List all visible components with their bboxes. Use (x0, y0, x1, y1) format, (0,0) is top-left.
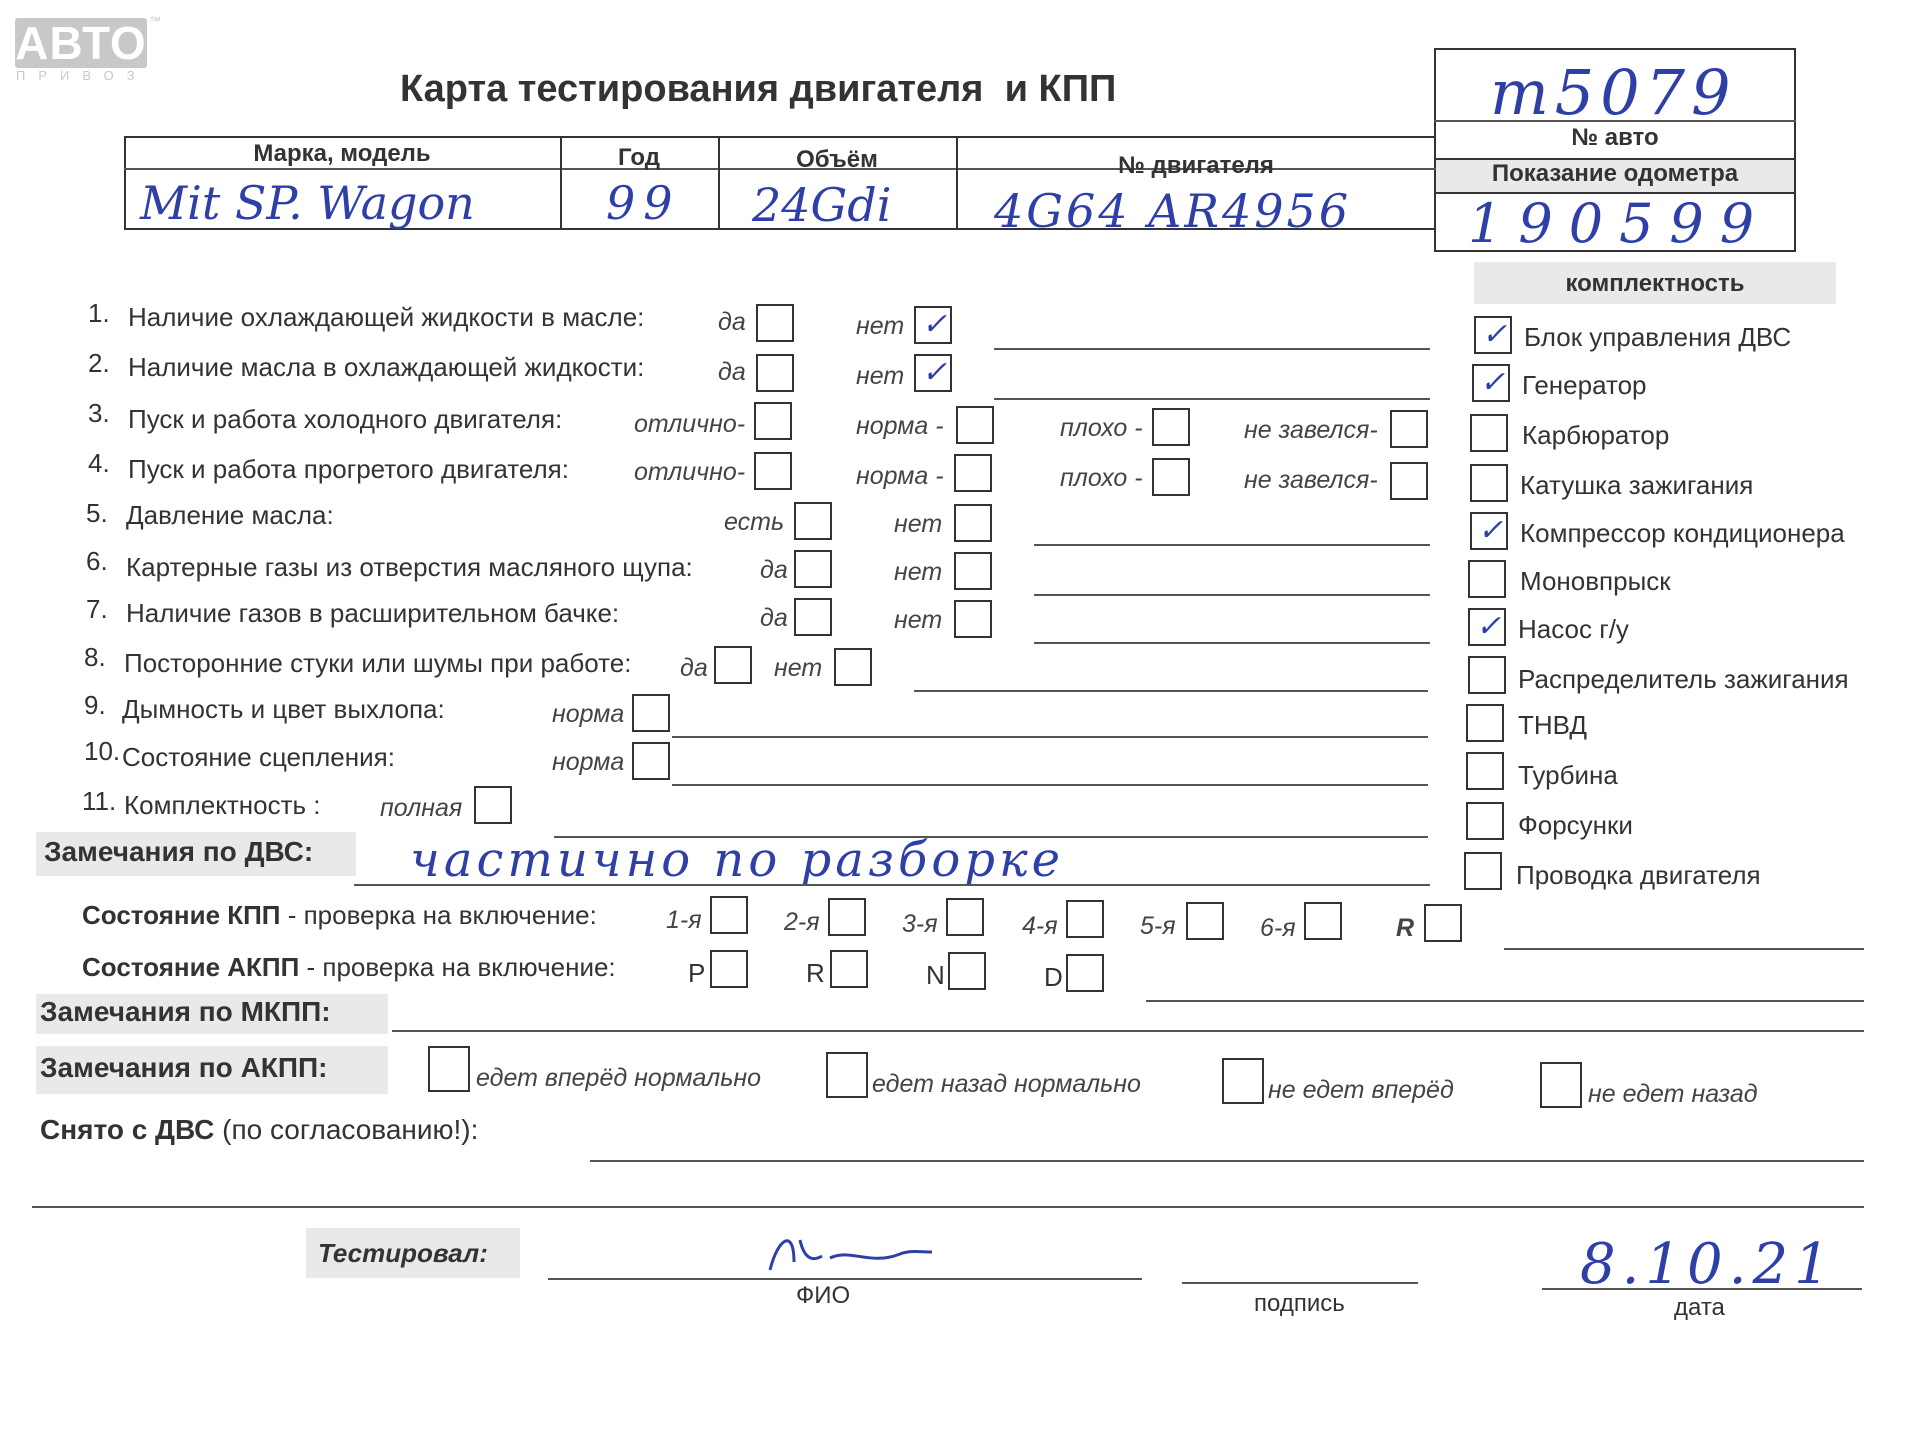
item-opt-label: да (680, 654, 708, 682)
kit-item-label: Распределитель зажигания (1518, 664, 1849, 694)
item-opt-label: да (718, 308, 746, 336)
akpp-p-checkbox[interactable] (710, 950, 748, 988)
item-opt-label: нет (894, 606, 943, 634)
akpp-mode-label: N (926, 960, 945, 990)
value-volume: 24Gdi (752, 178, 892, 232)
akpp-mode-label: P (688, 958, 706, 988)
removed-label (40, 1114, 478, 1146)
item-opt-label: нет (856, 312, 905, 340)
item-opt-label: нет (894, 510, 943, 538)
gear-label: 5-я (1140, 912, 1176, 940)
item-number: 5. (86, 498, 108, 528)
item2-yes-checkbox[interactable] (756, 354, 794, 392)
item-opt-label: полная (380, 794, 463, 822)
item7-yes-checkbox[interactable] (794, 598, 832, 636)
kit-ps-pump-checkbox[interactable] (1468, 608, 1506, 646)
item-number: 2. (88, 348, 110, 378)
kit-item-label: Катушка зажигания (1520, 470, 1754, 500)
item3-nostart-checkbox[interactable] (1390, 410, 1428, 448)
akpp-d-checkbox[interactable] (1066, 954, 1104, 992)
akpp-mode-label: D (1044, 962, 1063, 992)
item-label: Пуск и работа прогретого двигателя: (128, 454, 569, 484)
gear-r-checkbox[interactable] (1424, 904, 1462, 942)
item-label: Наличие охлаждающей жидкости в масле: (128, 302, 645, 332)
item-number: 8. (84, 642, 106, 672)
kit-item-label: Компрессор кондиционера (1520, 518, 1845, 548)
date-label: дата (1674, 1294, 1725, 1321)
date-line[interactable] (1542, 1288, 1862, 1290)
item-opt-label: не завелся- (1244, 466, 1378, 494)
remarks-mkpp-label: Замечания по МКПП: (40, 996, 331, 1027)
item-number: 10. (84, 736, 121, 766)
item-number: 1. (88, 298, 110, 328)
signature-line[interactable] (1182, 1282, 1418, 1284)
col-header-volume: Объём (796, 146, 878, 173)
item-number: 3. (88, 398, 110, 428)
item-number: 11. (82, 786, 117, 816)
akpp-notes-line[interactable] (1146, 1000, 1864, 1002)
value-engine-number: 4G64 AR4956 (994, 184, 1352, 238)
akpp-mode-label: R (806, 958, 825, 988)
remarks-dvs-line[interactable] (354, 884, 1430, 886)
removed-line[interactable] (590, 1160, 1864, 1162)
kit-ac-compressor-checkbox[interactable] (1470, 512, 1508, 550)
kit-item-label: ТНВД (1518, 710, 1588, 740)
kit-carburetor-checkbox[interactable] (1470, 414, 1508, 452)
akpp-reverse-ok-checkbox[interactable] (826, 1052, 868, 1098)
removed-label-bold: Снято с ДВС (40, 1114, 215, 1145)
item10-notes-line[interactable] (672, 784, 1428, 786)
item-label: Наличие газов в расширительном бачке: (126, 598, 620, 628)
item10-normal-checkbox[interactable] (632, 742, 670, 780)
item-opt-label: норма - (856, 462, 944, 490)
gear-label: 2-я (784, 908, 820, 936)
kpp-label-rest: - проверка на включение: (280, 900, 597, 930)
item-label: Комплектность : (124, 790, 321, 820)
logo-text: АВТО (15, 17, 147, 69)
kit-generator-checkbox[interactable] (1472, 364, 1510, 402)
item-number: 9. (84, 690, 106, 720)
kit-title: комплектность (1565, 270, 1745, 297)
akpp-no-forward-checkbox[interactable] (1222, 1058, 1264, 1104)
item4-nostart-checkbox[interactable] (1390, 462, 1428, 500)
item-opt-label: нет (894, 558, 943, 586)
item7-no-checkbox[interactable] (954, 600, 992, 638)
item-opt-label: да (760, 556, 788, 584)
item2-no-checkbox[interactable] (914, 354, 952, 392)
gear-label: R (1396, 914, 1415, 942)
item3-normal-checkbox[interactable] (956, 406, 994, 444)
removed-label-rest: (по согласованию!): (214, 1114, 479, 1145)
item-opt-label: отлично- (634, 410, 746, 438)
item-opt-label: плохо - (1060, 414, 1143, 442)
item6-yes-checkbox[interactable] (794, 550, 832, 588)
item3-bad-checkbox[interactable] (1152, 408, 1190, 446)
akpp-option-label: не едет вперёд (1268, 1076, 1454, 1104)
gear-1-checkbox[interactable] (710, 896, 748, 934)
fio-label: ФИО (796, 1282, 851, 1309)
col-divider (956, 136, 958, 230)
akpp-n-checkbox[interactable] (948, 952, 986, 990)
value-make-model: Mit SP. Wagon (140, 176, 475, 230)
kit-item-label: Генератор (1522, 370, 1647, 400)
logo-tm: ™ (149, 14, 161, 28)
logo-subtitle: ПРИВОЗ (16, 68, 148, 83)
item8-notes-line[interactable] (914, 690, 1428, 692)
item5-yes-checkbox[interactable] (794, 502, 832, 540)
item-number: 7. (86, 594, 108, 624)
gear-2-checkbox[interactable] (828, 898, 866, 936)
gear-label: 1-я (666, 906, 702, 934)
item9-normal-checkbox[interactable] (632, 694, 670, 732)
akpp-r-checkbox[interactable] (830, 950, 868, 988)
item-label: Наличие масла в охлаждающей жидкости: (128, 352, 645, 382)
akpp-no-reverse-checkbox[interactable] (1540, 1062, 1582, 1108)
item-label: Давление масла: (126, 500, 334, 530)
item1-notes-line[interactable] (994, 348, 1430, 350)
check-mark-icon: ✓ (1476, 609, 1502, 644)
gear-4-checkbox[interactable] (1066, 900, 1104, 938)
kit-item-label: Проводка двигателя (1516, 860, 1761, 890)
item-opt-label: не завелся- (1244, 416, 1378, 444)
fio-line[interactable] (548, 1278, 1142, 1280)
logo (15, 18, 147, 68)
akpp-option-label: не едет назад (1588, 1080, 1758, 1108)
odometer-label: Показание одометра (1491, 160, 1739, 187)
gear-label: 4-я (1022, 912, 1058, 940)
item-opt-label: плохо - (1060, 464, 1143, 492)
kit-item-label: Насос г/у (1518, 614, 1629, 644)
gear-label: 6-я (1260, 914, 1296, 942)
check-mark-icon: ✓ (1478, 513, 1504, 548)
item-opt-label: норма - (856, 412, 944, 440)
tested-label: Тестировал: (318, 1238, 488, 1268)
check-mark-icon: ✓ (922, 307, 948, 342)
item-opt-label: норма (552, 748, 625, 776)
auto-number-line (1434, 120, 1796, 122)
gear-label: 3-я (902, 910, 938, 938)
item7-notes-line[interactable] (1034, 642, 1430, 644)
item-label: Пуск и работа холодного двигателя: (128, 404, 563, 434)
check-mark-icon: ✓ (922, 355, 948, 390)
item-label: Посторонние стуки или шумы при работе: (124, 648, 632, 678)
akpp-forward-ok-checkbox[interactable] (428, 1046, 470, 1092)
item-label: Дымность и цвет выхлопа: (122, 694, 445, 724)
signature-scribble (760, 1218, 940, 1278)
item5-no-checkbox[interactable] (954, 504, 992, 542)
kit-ecu-checkbox[interactable] (1474, 316, 1512, 354)
remarks-dvs-label: Замечания по ДВС: (44, 836, 314, 867)
col-header-year: Год (618, 144, 660, 171)
kit-item-label: Карбюратор (1522, 420, 1670, 450)
remarks-mkpp-line[interactable] (392, 1030, 1864, 1032)
item-opt-label: нет (856, 362, 905, 390)
item3-excellent-checkbox[interactable] (754, 402, 792, 440)
check-mark-icon: ✓ (1480, 365, 1506, 400)
item-opt-label: да (718, 358, 746, 386)
item6-notes-line[interactable] (1034, 594, 1430, 596)
item2-notes-line[interactable] (994, 398, 1430, 400)
gear-6-checkbox[interactable] (1304, 902, 1342, 940)
removed-line-2[interactable] (32, 1206, 1864, 1208)
remarks-akpp-label: Замечания по АКПП: (40, 1052, 328, 1083)
akpp-label (82, 952, 616, 983)
kit-mono-injection-checkbox[interactable] (1468, 560, 1506, 598)
remarks-dvs-handwritten: частично по разборке (410, 832, 1065, 888)
signature-label: подпись (1254, 1290, 1345, 1317)
auto-number-label: № авто (1571, 124, 1659, 151)
item-number: 6. (86, 546, 108, 576)
date-handwritten: 8.10.21 (1580, 1232, 1836, 1297)
akpp-option-label: едет вперёд нормально (476, 1064, 762, 1092)
kit-turbine-checkbox[interactable] (1466, 752, 1504, 790)
check-mark-icon: ✓ (1482, 317, 1508, 352)
auto-number-handwritten: т5079 (1490, 56, 1737, 129)
odometer-handwritten: 190599 (1468, 192, 1771, 255)
item-opt-label: есть (724, 508, 785, 536)
item1-yes-checkbox[interactable] (756, 304, 794, 342)
item5-notes-line[interactable] (1034, 544, 1430, 546)
item11-full-checkbox[interactable] (474, 786, 512, 824)
item-opt-label: норма (552, 700, 625, 728)
value-year: 99 (606, 176, 681, 230)
kit-injectors-checkbox[interactable] (1466, 802, 1504, 840)
item6-no-checkbox[interactable] (954, 552, 992, 590)
akpp-label-rest: - проверка на включение: (299, 952, 616, 982)
item-number: 4. (88, 448, 110, 478)
gear-3-checkbox[interactable] (946, 898, 984, 936)
kit-item-label: Турбина (1518, 760, 1618, 790)
kit-item-label: Моновпрыск (1520, 566, 1671, 596)
kit-item-label: Форсунки (1518, 810, 1633, 840)
col-header-engine-number: № двигателя (1118, 152, 1274, 179)
page-title: Карта тестирования двигателя и КПП (400, 68, 1117, 110)
kit-distributor-checkbox[interactable] (1468, 656, 1506, 694)
item1-no-checkbox[interactable] (914, 306, 952, 344)
gear-5-checkbox[interactable] (1186, 902, 1224, 940)
item4-bad-checkbox[interactable] (1152, 458, 1190, 496)
item-opt-label: нет (774, 654, 823, 682)
item8-yes-checkbox[interactable] (714, 646, 752, 684)
item-label: Состояние сцепления: (122, 742, 395, 772)
akpp-option-label: едет назад нормально (872, 1070, 1141, 1098)
kit-injection-pump-checkbox[interactable] (1466, 704, 1504, 742)
item-label: Картерные газы из отверстия масляного щупа: (126, 552, 693, 582)
item-opt-label: да (760, 604, 788, 632)
item-opt-label: отлично- (634, 458, 746, 486)
item4-excellent-checkbox[interactable] (754, 452, 792, 490)
item4-normal-checkbox[interactable] (954, 454, 992, 492)
kit-item-label: Блок управления ДВС (1524, 322, 1792, 352)
kit-engine-wiring-checkbox[interactable] (1464, 852, 1502, 890)
item9-notes-line[interactable] (672, 736, 1428, 738)
col-header-make-model: Марка, модель (253, 140, 431, 167)
kpp-notes-line[interactable] (1504, 948, 1864, 950)
kpp-label (82, 900, 597, 931)
item8-no-checkbox[interactable] (834, 648, 872, 686)
kit-ignition-coil-checkbox[interactable] (1470, 464, 1508, 502)
kpp-label-bold: Состояние КПП (82, 900, 281, 930)
akpp-label-bold: Состояние АКПП (82, 952, 300, 982)
